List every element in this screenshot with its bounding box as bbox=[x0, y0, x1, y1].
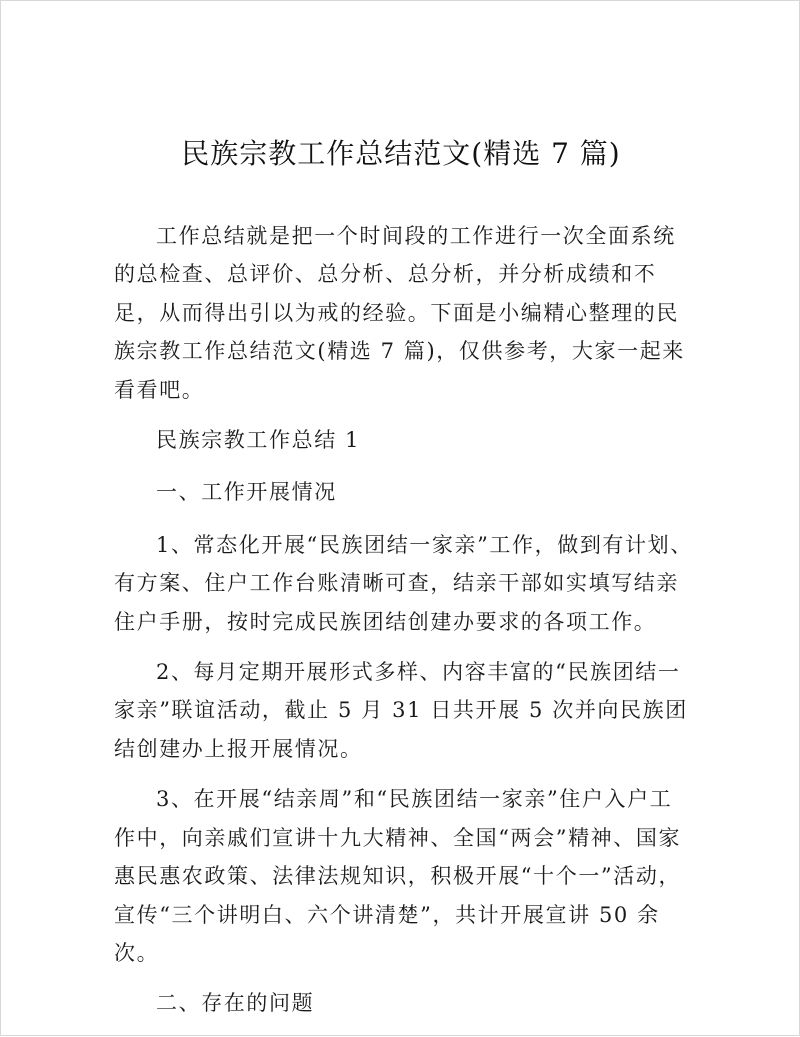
document-body bbox=[114, 217, 694, 1037]
subsection-heading-1: 一、工作开展情况 bbox=[156, 480, 337, 505]
section-heading-1: 民族宗教工作总结 1 bbox=[156, 428, 361, 453]
document-title: 民族宗教工作总结范文(精选 7 篇) bbox=[181, 137, 621, 170]
item-paragraph-1: 1、常态化开展“民族团结一家亲”工作，做到有计划、有方案、住户工作台账清晰可查，结亲干部如实填写结亲住户手册，按时完成民族团结创建办要求的各项工作。 bbox=[114, 532, 693, 634]
intro-paragraph: 工作总结就是把一个时间段的工作进行一次全面系统的总检查、总评价、总分析、总分析，并分析成绩和不足，从而得出引以为戒的经验。下面是小编精心整理的民族宗教工作总结范文(精选 7 篇)，仅供参考，大家一起来看看吧。 bbox=[114, 224, 685, 402]
subsection-heading-2: 二、存在的问题 bbox=[156, 991, 315, 1016]
item-paragraph-3: 3、在开展“结亲周”和“民族团结一家亲”住户入户工作中，向亲戚们宣讲十九大精神、全国“两会”精神、国家惠民惠农政策、法律法规知识，积极开展“十个一”活动，宣传“三个讲明白、六个讲清楚”，共计开展宣讲 50 余次。 bbox=[114, 787, 682, 965]
item-paragraph-2: 2、每月定期开展形式多样、内容丰富的“民族团结一家亲”联谊活动，截止 5 月 31 日共开展 5 次并向民族团结创建办上报开展情况。 bbox=[114, 660, 688, 761]
